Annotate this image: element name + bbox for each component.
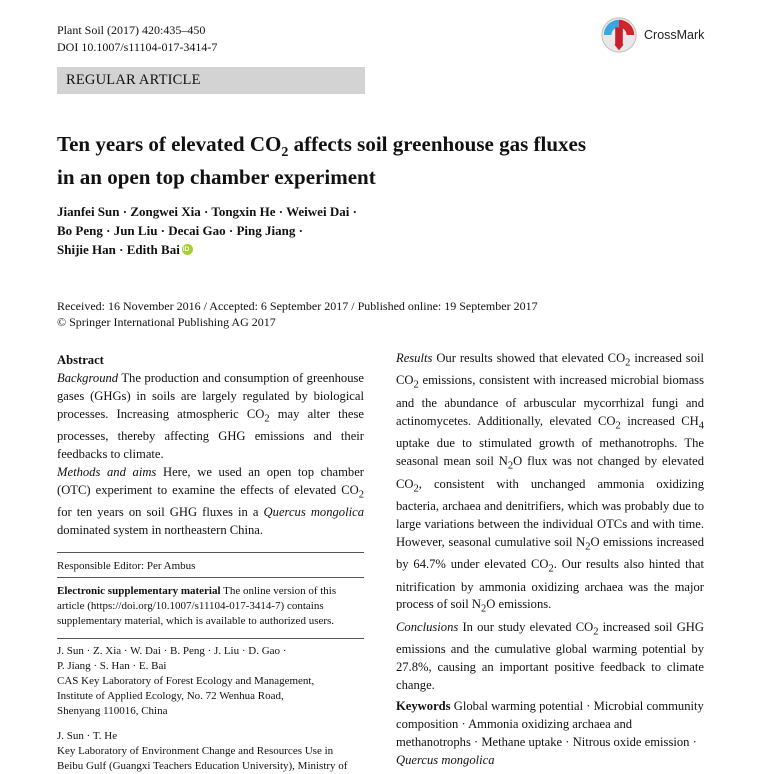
article-type-label: REGULAR ARTICLE <box>66 72 201 88</box>
authors-line-3: Shijie Han · Edith Bai <box>57 242 180 257</box>
affiliation-2: J. Sun · T. He Key Laboratory of Environment Change and Resources Use in Beibu Gulf (Guangxi Teachers Education University), Ministry of <box>57 730 348 772</box>
crossmark-badge[interactable] <box>600 16 752 56</box>
footnote-divider <box>57 638 364 639</box>
copyright-line: © Springer International Publishing AG 2017 <box>57 315 276 329</box>
keywords-label: Keywords <box>396 699 451 713</box>
supplementary-note: Electronic supplementary material The online version of this article (https://doi.org/10.1007/s11104-017-3414-7) contains supplementary material, which is available to authorized users. <box>57 585 337 627</box>
authors-line-1: Jianfei Sun · Zongwei Xia · Tongxin He · Weiwei Dai · <box>57 204 357 219</box>
journal-citation: Plant Soil (2017) 420:435–450 <box>57 23 206 37</box>
author-list <box>57 202 357 259</box>
abstract-methods: Methods and aims Here, we used an open top chamber (OTC) experiment to examine the effects of elevated $CO_2$ for ten years on soil GHG fluxes in a Quercus mongolica dominated system in northeastern China. <box>57 464 364 538</box>
orcid-icon[interactable] <box>182 244 193 255</box>
keywords-block: Keywords Global warming potential · Microbial community composition · Ammonia oxidizing archaea and methanotrophs · Methane uptake · Nitrous oxide emission · Quercus mongolica <box>396 699 704 767</box>
crossmark-icon <box>600 16 638 54</box>
footnote-divider <box>57 577 364 578</box>
abstract-conclusions: Conclusions In our study elevated $CO_2$ increased soil GHG emissions and the cumulative global warming potential by 27.8%, causing an important positive feedback to climate change. <box>396 619 704 693</box>
dates-line: Received: 16 November 2016 / Accepted: 6 September 2017 / Published online: 19 September 2017 <box>57 299 538 313</box>
publication-dates <box>57 298 538 330</box>
abstract-left-column <box>57 352 364 540</box>
doi[interactable]: DOI 10.1007/s11104-017-3414-7 <box>57 40 218 54</box>
abstract-results: Results Our results showed that elevated $CO_2$ increased soil $CO_2$ emissions, consistent with increased microbial biomass and the abundance of arbuscular mycorrhizal fungi and actinomycetes. Additionally, elevated $CO_2$ increased $CH_4$ uptake due to stimulated growth of methanotrophs. The seasonal mean soil $N_2O$ flux was not changed by elevated $CO_2$, consistent with unchanged ammonia oxidizing bacteria, archaea and denitrifiers, which was probably due to large variations between the individual OTCs and with time. However, seasonal cumulative soil $N_2O$ emissions increased by 64.7% under elevated $CO_2$. Our results also hinted that nitrification by ammonia oxidizing archaea was the major process of soil $N_2O$ emissions. <box>396 351 705 615</box>
footnote-divider <box>57 552 364 553</box>
keywords-list: Global warming potential · Microbial community composition · Ammonia oxidizing archaea and methanotrophs · Methane uptake · Nitrous oxide emission · <box>396 699 704 749</box>
abstract-background: Background The production and consumption of greenhouse gases (GHGs) in soils are largely regulated by biological processes. Increasing atmospheric $CO_2$ may alter these processes, thereby affecting GHG emissions and their feedbacks to climate. <box>57 370 364 462</box>
crossmark-label: CrossMark <box>644 28 705 42</box>
authors-line-2: Bo Peng · Jun Liu · Decai Gao · Ping Jiang · <box>57 223 303 238</box>
article-title: Ten years of elevated $CO_2$ affects soil greenhouse gas fluxes in an open top chamber experiment <box>57 132 587 190</box>
journal-meta <box>57 22 217 56</box>
abstract-right-column <box>396 350 704 695</box>
abstract-heading: Abstract <box>57 353 104 367</box>
affiliation-1: J. Sun · Z. Xia · W. Dai · B. Peng · J. Liu · D. Gao · P. Jiang · S. Han · E. Bai CAS Key Laboratory of Forest Ecology and Management, Institute of Applied Ecology, No. 72 Wenhua Road, Shenyang 110016, China <box>57 645 315 717</box>
responsible-editor: Responsible Editor: Per Ambus <box>57 560 196 572</box>
article-type-banner <box>57 67 365 94</box>
